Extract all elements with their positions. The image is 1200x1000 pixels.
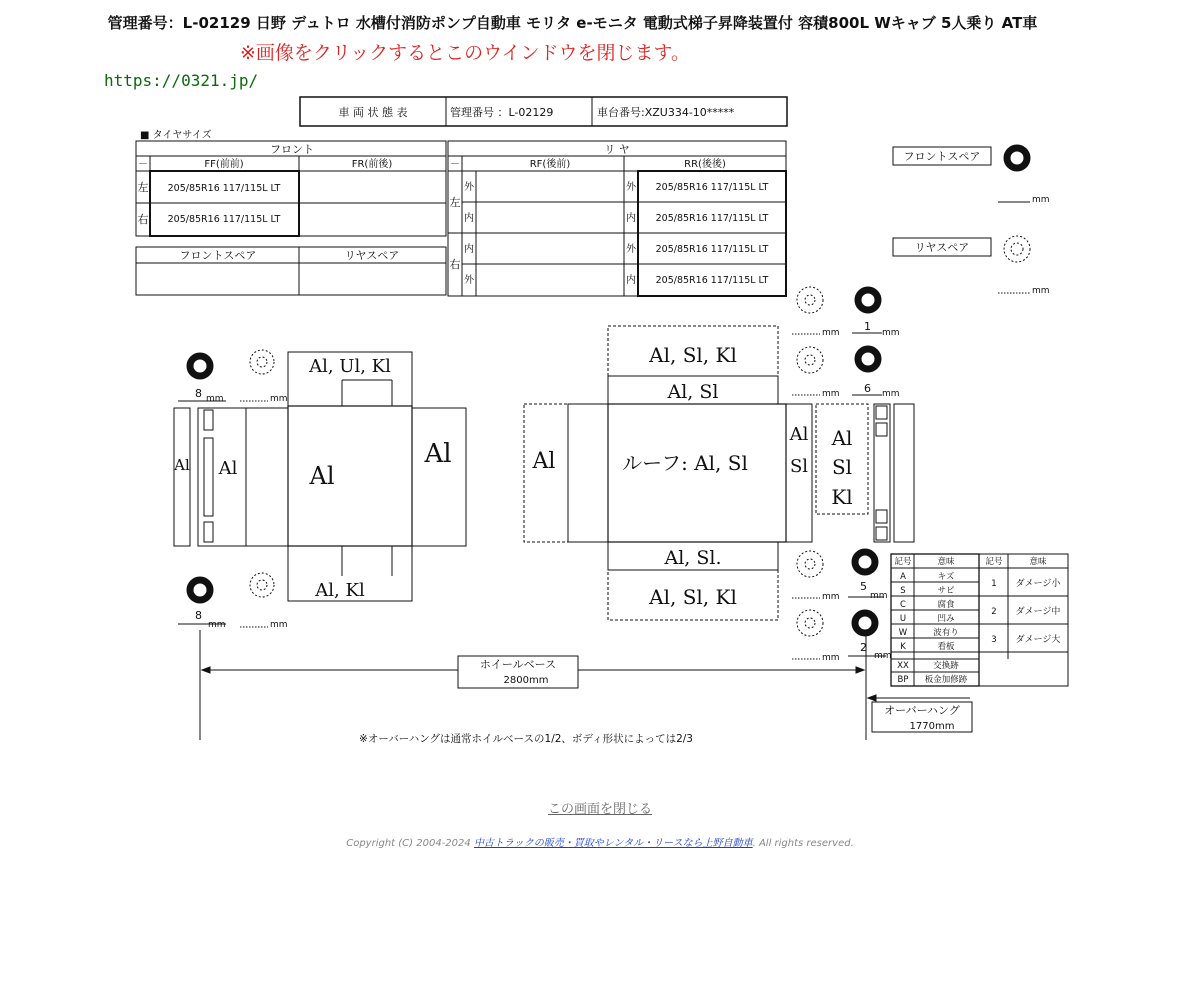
svg-text:リヤスペア: リヤスペア <box>344 249 400 262</box>
svg-text:6: 6 <box>864 382 871 395</box>
wheelbase-label: ホイールベース <box>479 658 557 671</box>
svg-text:ダメージ小: ダメージ小 <box>1015 579 1061 589</box>
damage-legend-table <box>891 554 1068 686</box>
svg-text:Al: Al <box>174 456 190 474</box>
svg-text:8: 8 <box>195 609 202 622</box>
svg-text:mm: mm <box>822 653 840 663</box>
front-label: フロント <box>270 143 314 156</box>
dimension-lines <box>200 630 972 745</box>
svg-text:U: U <box>899 614 907 624</box>
svg-text:看板: 看板 <box>937 642 955 652</box>
svg-text:内: 内 <box>464 244 474 255</box>
svg-text:mm: mm <box>208 620 226 630</box>
svg-text:Sl: Sl <box>789 456 809 477</box>
front-cab-diagram <box>173 350 466 630</box>
svg-text:フロントスペア: フロントスペア <box>903 150 981 163</box>
rear-spare-tire-icon <box>1004 236 1030 262</box>
svg-text:外: 外 <box>626 244 636 255</box>
svg-text:外: 外 <box>464 275 474 286</box>
svg-text:3: 3 <box>991 635 997 645</box>
rr-right-outer-size: 205/85R16 117/115L LT <box>655 275 769 286</box>
svg-text:A: A <box>900 572 906 582</box>
close-notice: ※画像をクリックするとこのウインドウを閉じます。 <box>239 42 691 64</box>
rear-bottom-damage-2: Al, Sl, Kl <box>649 585 737 609</box>
svg-text:－: － <box>138 159 148 170</box>
svg-text:Al: Al <box>831 426 853 450</box>
svg-text:凹み: 凹み <box>937 614 955 624</box>
svg-text:2: 2 <box>991 607 997 617</box>
svg-text:mm: mm <box>206 394 224 404</box>
svg-text:1: 1 <box>991 579 997 589</box>
rear-tire-1-icon <box>858 290 878 310</box>
front-tire-table <box>136 141 446 236</box>
svg-text:内: 内 <box>464 213 474 224</box>
spare-table <box>136 247 446 295</box>
fr-header: FR(前後) <box>351 159 393 170</box>
page-title: 管理番号：L-02129 日野 デュトロ 水槽付消防ポンプ自動車 モリタ e-モニタ 電動式梯子昇降装置付 容積800L Wキャブ 5人乗り AT車 <box>107 14 1038 32</box>
rear-tire-table <box>448 141 786 296</box>
rear-top-damage-1: Al, Sl, Kl <box>649 343 737 367</box>
svg-text:mm: mm <box>882 328 900 338</box>
company-link[interactable]: 中古トラックの販売・買取やレンタル・リースなら上野自動車 <box>473 838 753 849</box>
svg-text:右: 右 <box>449 258 461 271</box>
front-right-tire-icon <box>190 580 210 600</box>
svg-text:Al: Al <box>789 424 809 445</box>
mgmt-number: 管理番号 ：L-02129 <box>450 106 554 119</box>
front-bottom-damage: Al, Kl <box>315 580 365 601</box>
overhang-label: オーバーハング <box>884 704 960 717</box>
front-left-tire-icon <box>190 356 210 376</box>
svg-text:mm: mm <box>270 620 288 630</box>
rear-body-diagram <box>524 287 914 663</box>
front-center-damage: Al <box>309 462 335 490</box>
rf-header: RF(後前) <box>529 159 571 170</box>
svg-text:mm: mm <box>882 389 900 399</box>
copyright: Copyright (C) 2004-2024 中古トラックの販売・買取やレンタル・リースなら上野自動車. All rights reserved. <box>346 838 854 849</box>
svg-text:記号: 記号 <box>985 557 1003 567</box>
svg-text:記号: 記号 <box>894 557 912 567</box>
svg-text:8: 8 <box>195 387 202 400</box>
svg-text:C: C <box>900 600 906 610</box>
rear-bottom-damage-1: Al, Sl. <box>664 547 722 569</box>
svg-text:Sl: Sl <box>831 455 853 479</box>
overhang-value: 1770mm <box>909 721 955 732</box>
svg-text:W: W <box>898 628 908 638</box>
svg-text:板金加修跡: 板金加修跡 <box>924 675 968 685</box>
svg-text:mm: mm <box>870 591 888 601</box>
rr-left-inner-size: 205/85R16 117/115L LT <box>655 213 769 224</box>
vehicle-condition-sheet[interactable] <box>130 90 1075 750</box>
svg-text:サビ: サビ <box>937 586 955 596</box>
front-spare-tire-icon <box>1007 148 1027 168</box>
svg-text:1: 1 <box>864 320 871 333</box>
svg-text:mm: mm <box>874 651 892 661</box>
rear-top-damage-2: Al, Sl <box>667 381 719 403</box>
svg-text:5: 5 <box>860 580 867 593</box>
doc-title: 車 両 状 態 表 <box>338 106 408 119</box>
front-top-damage: Al, Ul, Kl <box>309 356 391 377</box>
svg-text:フロントスペア: フロントスペア <box>179 249 257 262</box>
svg-text:内: 内 <box>626 213 636 224</box>
front-right-damage: Al <box>424 439 452 469</box>
svg-text:意味: 意味 <box>1029 557 1047 567</box>
svg-text:リヤスペア: リヤスペア <box>914 241 970 254</box>
svg-text:Kl: Kl <box>831 485 853 509</box>
svg-text:交換跡: 交換跡 <box>933 661 959 671</box>
svg-text:意味: 意味 <box>937 557 955 567</box>
rr-right-inner-size: 205/85R16 117/115L LT <box>655 244 769 255</box>
ff-header: FF(前前) <box>204 159 244 170</box>
svg-text:内: 内 <box>626 275 636 286</box>
svg-text:BP: BP <box>897 675 909 685</box>
front-left-damage: Al <box>218 458 238 479</box>
svg-text:腐食: 腐食 <box>937 600 955 610</box>
svg-text:mm: mm <box>1032 286 1050 296</box>
rr-left-outer-size: 205/85R16 117/115L LT <box>655 182 769 193</box>
svg-text:K: K <box>900 642 906 652</box>
svg-text:左: 左 <box>137 181 149 194</box>
svg-text:外: 外 <box>464 182 474 193</box>
rear-label: リ ヤ <box>604 143 630 156</box>
svg-text:mm: mm <box>270 394 288 404</box>
rear-roof-damage: ルーフ: Al, Sl <box>622 451 748 475</box>
rr-header: RR(後後) <box>684 159 726 170</box>
svg-text:mm: mm <box>822 389 840 399</box>
svg-text:波有り: 波有り <box>933 628 959 638</box>
svg-text:S: S <box>900 586 906 596</box>
svg-text:左: 左 <box>449 196 461 209</box>
ff-right-size: 205/85R16 117/115L LT <box>167 214 281 225</box>
rear-tire-2-icon <box>858 349 878 369</box>
svg-text:外: 外 <box>626 182 636 193</box>
overhang-note: ※オーバーハングは通常ホイルベースの1/2、ボディ形状によっては2/3 <box>359 733 693 745</box>
rear-left-damage: Al <box>532 449 556 474</box>
wheelbase-value: 2800mm <box>503 675 549 686</box>
svg-text:－: － <box>450 159 460 170</box>
svg-text:ダメージ大: ダメージ大 <box>1015 635 1061 645</box>
svg-text:ダメージ中: ダメージ中 <box>1015 607 1061 617</box>
svg-text:mm: mm <box>822 328 840 338</box>
chassis-number: 車台番号:XZU334-10***** <box>597 106 735 119</box>
close-window-link[interactable]: この画面を閉じる <box>547 802 652 817</box>
rear-tire-3-icon <box>855 552 875 572</box>
svg-text:XX: XX <box>897 661 909 671</box>
svg-text:キズ: キズ <box>937 572 955 582</box>
rear-tire-4-icon <box>855 613 875 633</box>
svg-text:mm: mm <box>1032 195 1050 205</box>
svg-text:2: 2 <box>860 641 867 654</box>
sheet-header <box>300 97 787 126</box>
tire-size-label: ■ タイヤサイズ <box>140 130 212 141</box>
svg-text:右: 右 <box>137 213 149 226</box>
spare-indicators <box>893 147 1050 296</box>
site-url: https://0321.jp/ <box>104 71 259 90</box>
svg-text:mm: mm <box>822 592 840 602</box>
ff-left-size: 205/85R16 117/115L LT <box>167 183 281 194</box>
